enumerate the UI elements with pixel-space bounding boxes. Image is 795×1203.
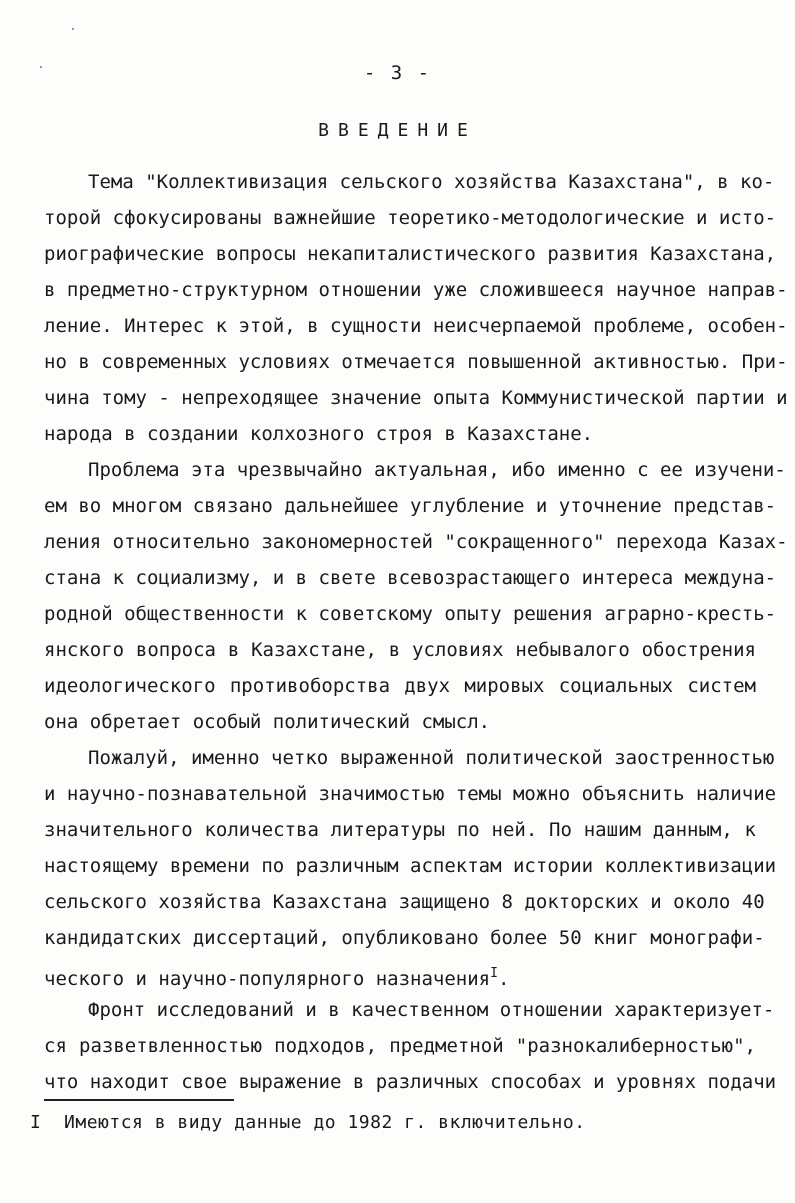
footnote-divider [44, 1099, 234, 1101]
footnote-text: Имеются в виду данные до 1982 г. включительно. [64, 1112, 586, 1133]
page-title: ВВЕДЕНИЕ [318, 120, 477, 141]
paragraph-3 [44, 740, 777, 992]
text-line: кандидатских диссертаций, опубликовано более 50 книг монографи- [44, 927, 765, 949]
text-line: родной общественности к советскому опыту решения аграрно-кресть- [44, 603, 777, 625]
text-line: идеологического противоборства двух мировых социальных систем [44, 675, 756, 697]
text-line: стана к социализму, и в свете всевозрастающего интереса междуна- [44, 567, 777, 589]
paragraph-1 [44, 164, 788, 452]
scan-speck [72, 28, 74, 30]
footnote-marker: I [30, 1112, 42, 1133]
text-line: Проблема эта чрезвычайно актуальная, ибо именно с ее изучени- [88, 459, 786, 481]
text-line: ление. Интерес к этой, в сущности неисчерпаемой проблеме, особен- [44, 315, 788, 337]
text-line: чина тому - непреходящее значение опыта Коммунистической партии и [44, 387, 788, 409]
text-line: риографические вопросы некапиталистического развития Казахстана, [44, 243, 777, 265]
footnote [30, 1112, 586, 1133]
paragraph-4 [44, 992, 777, 1100]
paragraph-2 [44, 452, 788, 740]
text-line: она обретает особый политический смысл. [44, 711, 491, 733]
text-line: значительного количества литературы по ней. По нашим данным, к [44, 819, 756, 841]
text-line: что находит свое выражение в различных способах и уровнях подачи [44, 1071, 777, 1093]
text-line: янского вопроса в Казахстане, в условиях небывалого обострения [44, 639, 756, 661]
text-line: Тема "Коллективизация сельского хозяйства Казахстана", в ко- [88, 171, 775, 193]
text-line: сельского хозяйства Казахстана защищено 8 докторских и около 40 [44, 891, 765, 913]
sentence-end: . [497, 968, 510, 990]
text-line: Фронт исследований и в качественном отношении характеризует- [88, 999, 775, 1021]
text-line [44, 956, 756, 992]
text-line: Пожалуй, именно четко выраженной политической заостренностью [88, 747, 775, 769]
text-line: и научно-познавательной значимостью темы можно объяснить наличие [44, 783, 777, 805]
text-line: но в современных условиях отмечается повышенной активностью. При- [44, 351, 788, 373]
text-line: народа в создании колхозного строя в Казахстане. [44, 423, 594, 445]
text-line-content: ческого и научно-популярного назначения [44, 968, 491, 990]
text-line: ем во многом связано дальнейшее углубление и уточнение представ- [44, 495, 777, 517]
text-line: настоящему времени по различным аспектам истории коллективизации [44, 855, 777, 877]
text-line: ления относительно закономерностей "сокращенного" перехода Казах- [44, 531, 788, 553]
page-number: - 3 - [363, 62, 432, 84]
text-line: ся разветвленностью подходов, предметной "разнокалиберностью", [44, 1035, 756, 1057]
footnote-reference: I [490, 966, 498, 981]
text-line: торой сфокусированы важнейшие теоретико-методологические и исто- [44, 207, 777, 229]
text-line: в предметно-структурном отношении уже сложившееся научное направ- [44, 279, 788, 301]
